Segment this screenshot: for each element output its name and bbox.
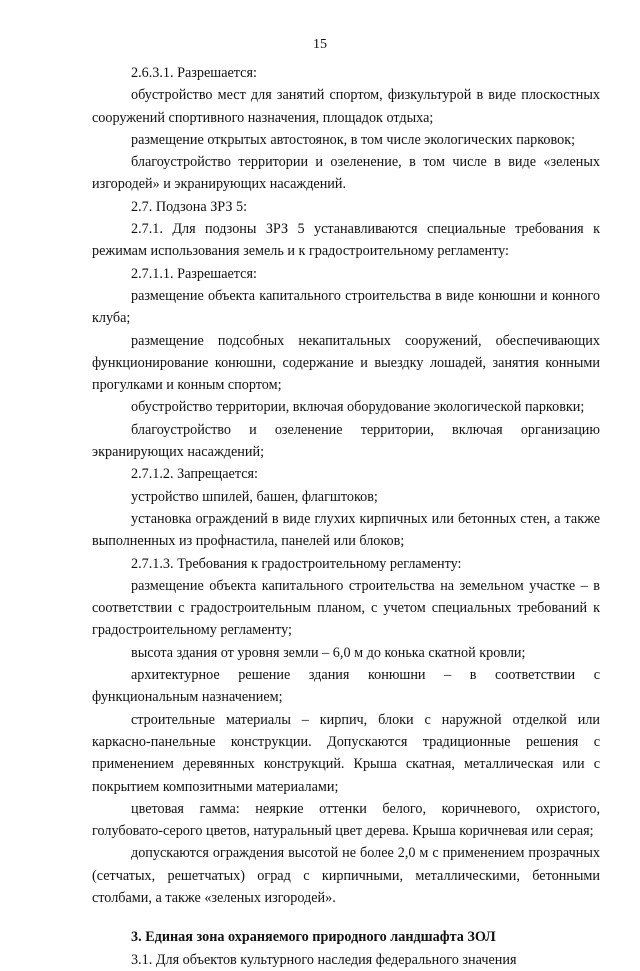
paragraph: благоустройство и озеленение территории, включая организацию экранирующих насаждений; [92, 421, 600, 461]
paragraph: допускаются ограждения высотой не более 2,0 м с применением прозрачных (сетчатых, решетчатых) оград с кирпичными, металлическими, бетонными столбами, а также «зеленых изгородей». [92, 845, 600, 906]
paragraph: 3.1. Для объектов культурного наследия федерального значения [131, 951, 517, 968]
paragraph: цветовая гамма: неяркие оттенки белого, коричневого, охристого, голубовато-серого цветов, натуральный цвет дерева. Крыша коричневая или серая; [92, 800, 600, 840]
paragraph: архитектурное решение здания конюшни – в соответствии с функциональным назначением; [92, 667, 600, 706]
document-body [92, 62, 600, 971]
paragraph: благоустройство территории и озеленение, в том числе в виде «зеленых изгородей» и экранирующих насаждений. [92, 154, 600, 193]
paragraph: 2.7.1.3. Требования к градостроительному регламенту: [131, 555, 462, 572]
paragraph: строительные материалы – кирпич, блоки с наружной отделкой или каркасно-панельные конструкции. Допускаются традиционные решения с применением деревянных конструкций. Крыша скатная, металлическая или с покрытием композитными материалами; [92, 711, 600, 795]
paragraph: 2.7. Подзона ЗРЗ 5: [131, 198, 248, 215]
paragraph: 2.7.1.2. Запрещается: [131, 466, 258, 483]
paragraph: обустройство территории, включая оборудование экологической парковки; [131, 399, 585, 416]
paragraph: обустройство мест для занятий спортом, физкультурой в виде плоскостных сооружений спортивного назначения, площадок отдыха; [92, 87, 600, 126]
page-number: 15 [313, 37, 327, 52]
paragraph: 2.7.1.1. Разрешается: [131, 265, 257, 282]
paragraph: высота здания от уровня земли – 6,0 м до конька скатной кровли; [131, 644, 526, 661]
paragraph: устройство шпилей, башен, флагштоков; [131, 488, 378, 505]
paragraph: размещение подсобных некапитальных сооружений, обеспечивающих функционирование конюшни, содержание и выездку лошадей, занятия конными прогулками и конным спортом; [92, 332, 600, 394]
paragraph: 2.7.1. Для подзоны ЗРЗ 5 устанавливаются специальные требования к режимам использования земель и к градостроительному регламенту: [92, 221, 600, 260]
paragraph: установка ограждений в виде глухих кирпичных или бетонных стен, а также выполненных из профнастила, панелей или блоков; [92, 510, 600, 550]
paragraph: размещение объекта капитального строительства в виде конюшни и конного клуба; [92, 287, 600, 327]
paragraph: размещение объекта капитального строительства на земельном участке – в соответствии с градостроительным планом, с учетом специальных требований к градостроительному регламенту; [92, 577, 600, 639]
paragraph: размещение открытых автостоянок, в том числе экологических парковок; [131, 131, 576, 148]
paragraph: 2.6.3.1. Разрешается: [131, 65, 257, 81]
section-heading: 3. Единая зона охраняемого природного ландшафта ЗОЛ [131, 929, 496, 946]
